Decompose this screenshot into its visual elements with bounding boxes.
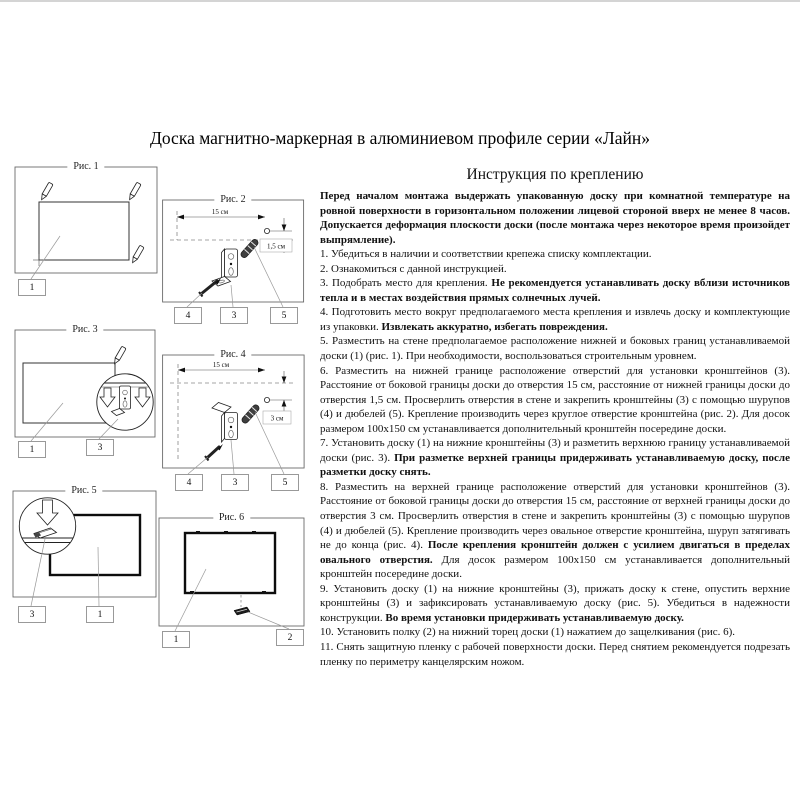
instruction-paragraph: 8. Разместить на верхней границе расположение отверстий для установки кронштейнов (3). Расстояние от боковой границы доски до отверстия 15 см, расстояние от верхней границы доски до отверстия 3 см. Просверлить отверстия в стене и закрепить кронштейны (3) с помощью шурупов (4) и дюбелей (5). Крепление производить через овальное отверстие кронштейна, шуруп затягивать не до конца (рис. 4). После крепления кронштейн должен с усилием двигаться в пределах овального отверстия. Для досок размером 100x150 см устанавливается дополнительный кронштейн посередине доски. — [320, 480, 790, 581]
figure-1-label-board: 1 — [18, 279, 46, 296]
bracket-icon — [212, 403, 238, 443]
figure-4-caption: Рис. 4 — [214, 349, 251, 361]
figure-3-label-bracket: 3 — [86, 439, 114, 456]
figure-2-drawing — [162, 192, 308, 326]
instruction-paragraph: 10. Установить полку (2) на нижний торец доски (1) нажатием до защелкивания (рис. 6). — [320, 626, 736, 639]
instructions-heading: Инструкция по креплению — [466, 166, 644, 183]
page-top-edge — [0, 0, 800, 2]
instruction-paragraph: 7. Установить доску (1) на нижние кронштейны (3) и разметить верхнюю границу устанавливаемой доски (рис. 3). При разметке верхней границы придерживать устанавливаемую доску, после разметки доску снять. — [320, 437, 790, 479]
figure-3-caption: Рис. 3 — [66, 324, 103, 336]
instruction-paragraph: 6. Разместить на нижней границе расположение отверстий для установки кронштейнов (3). Расстояние от боковой границы доски до отверстия 15 см, расстояние от нижней границы доски до отверстия 1,5 см. Просверлить отверстия в стене и закрепить кронштейны (3) с помощью шурупов (4) и дюбелей (5). Крепление производить через круглое отверстие кронштейна (рис. 2). Для досок размером 100x150 см устанавливается дополнительный кронштейн посередине доски. — [320, 364, 790, 435]
instruction-paragraph: 1. Убедиться в наличии и соответствии крепежа списку комплектации. — [320, 248, 652, 261]
figure-2-dim-horizontal: 15 см — [211, 208, 229, 216]
shelf-icon — [234, 607, 250, 615]
screw-icon — [199, 278, 221, 297]
figure-6 — [158, 512, 308, 652]
figure-5-label-bracket: 3 — [18, 606, 46, 623]
figure-1 — [8, 162, 160, 300]
dowel-icon — [241, 404, 260, 425]
instruction-paragraph: 5. Разместить на стене предполагаемое расположение нижней и боковых границ устанавливаемой доски (1) (рис. 1). При необходимости, воспользоваться строительным уровнем. — [320, 335, 790, 363]
figure-1-caption: Рис. 1 — [67, 161, 104, 173]
instruction-paragraph: 3. Подобрать место для крепления. Не рекомендуется устанавливать доску вблизи источников тепла и в местах воздействия прямых солнечных лучей. — [320, 277, 790, 304]
figure-3-label-board: 1 — [18, 441, 46, 458]
figure-4-label-bracket: 3 — [221, 474, 249, 491]
figure-4-dim-horizontal: 15 см — [212, 361, 230, 369]
figure-2 — [162, 192, 308, 326]
instruction-list — [320, 189, 790, 669]
figure-6-label-board: 1 — [162, 631, 190, 648]
instruction-paragraph: 4. Подготовить место вокруг предполагаемого места крепления и извлечь доску и комплектующие из упаковки. Извлекать аккуратно, избегать повреждения. — [320, 306, 790, 333]
figure-2-label-bracket: 3 — [220, 307, 248, 324]
figure-4-dim-vertical: 3 см — [270, 414, 284, 423]
mount-hole — [264, 228, 269, 233]
figure-2-caption: Рис. 2 — [214, 194, 251, 206]
figure-6-label-shelf: 2 — [276, 629, 304, 646]
figure-5 — [8, 485, 160, 627]
figure-2-label-screw: 4 — [174, 307, 202, 324]
figure-5-caption: Рис. 5 — [65, 485, 102, 497]
pencil-icon — [128, 182, 142, 201]
figure-4 — [162, 348, 308, 494]
figure-6-caption: Рис. 6 — [213, 512, 250, 524]
figure-5-label-board: 1 — [86, 606, 114, 623]
page-title: Доска магнитно-маркерная в алюминиевом профиле серии «Лайн» — [149, 128, 651, 148]
figure-2-dim-vertical: 1,5 см — [266, 242, 286, 251]
pencil-icon — [40, 182, 54, 201]
pencil-icon — [131, 245, 145, 264]
instructions-section — [320, 166, 790, 669]
instruction-paragraph: 9. Установить доску (1) на нижние кронштейны (3), прижать доску к стене, опустить верхние кронштейны (3) и зафиксировать устанавливаемую доску (рис. 5). Убедиться в надежности конструкции. Во время установки придерживать устанавливаемую доску. — [320, 582, 790, 624]
figure-4-label-dowel: 5 — [271, 474, 299, 491]
figure-3 — [8, 325, 160, 461]
figure-4-drawing — [162, 348, 308, 494]
instruction-paragraph: Перед началом монтажа выдержать упакованную доску при комнатной температуре на ровной поверхности в горизонтальном положении лицевой стороной вверх не менее 8 часов. Допускается деформация плоскости доски (после монтажа через некоторое время произойдет выпрямление). — [320, 190, 790, 246]
figure-4-label-screw: 4 — [175, 474, 203, 491]
pencil-icon — [113, 346, 127, 365]
instruction-paragraph: 11. Снять защитную пленку с рабочей поверхности доски. Перед снятием рекомендуется подрезать пленку по периметру канцелярским ножом. — [320, 640, 790, 668]
screw-icon — [205, 444, 223, 461]
mount-hole — [264, 397, 269, 402]
dowel-icon — [240, 238, 259, 259]
instruction-paragraph: 2. Ознакомиться с данной инструкцией. — [320, 262, 507, 275]
figure-2-label-dowel: 5 — [270, 307, 298, 324]
